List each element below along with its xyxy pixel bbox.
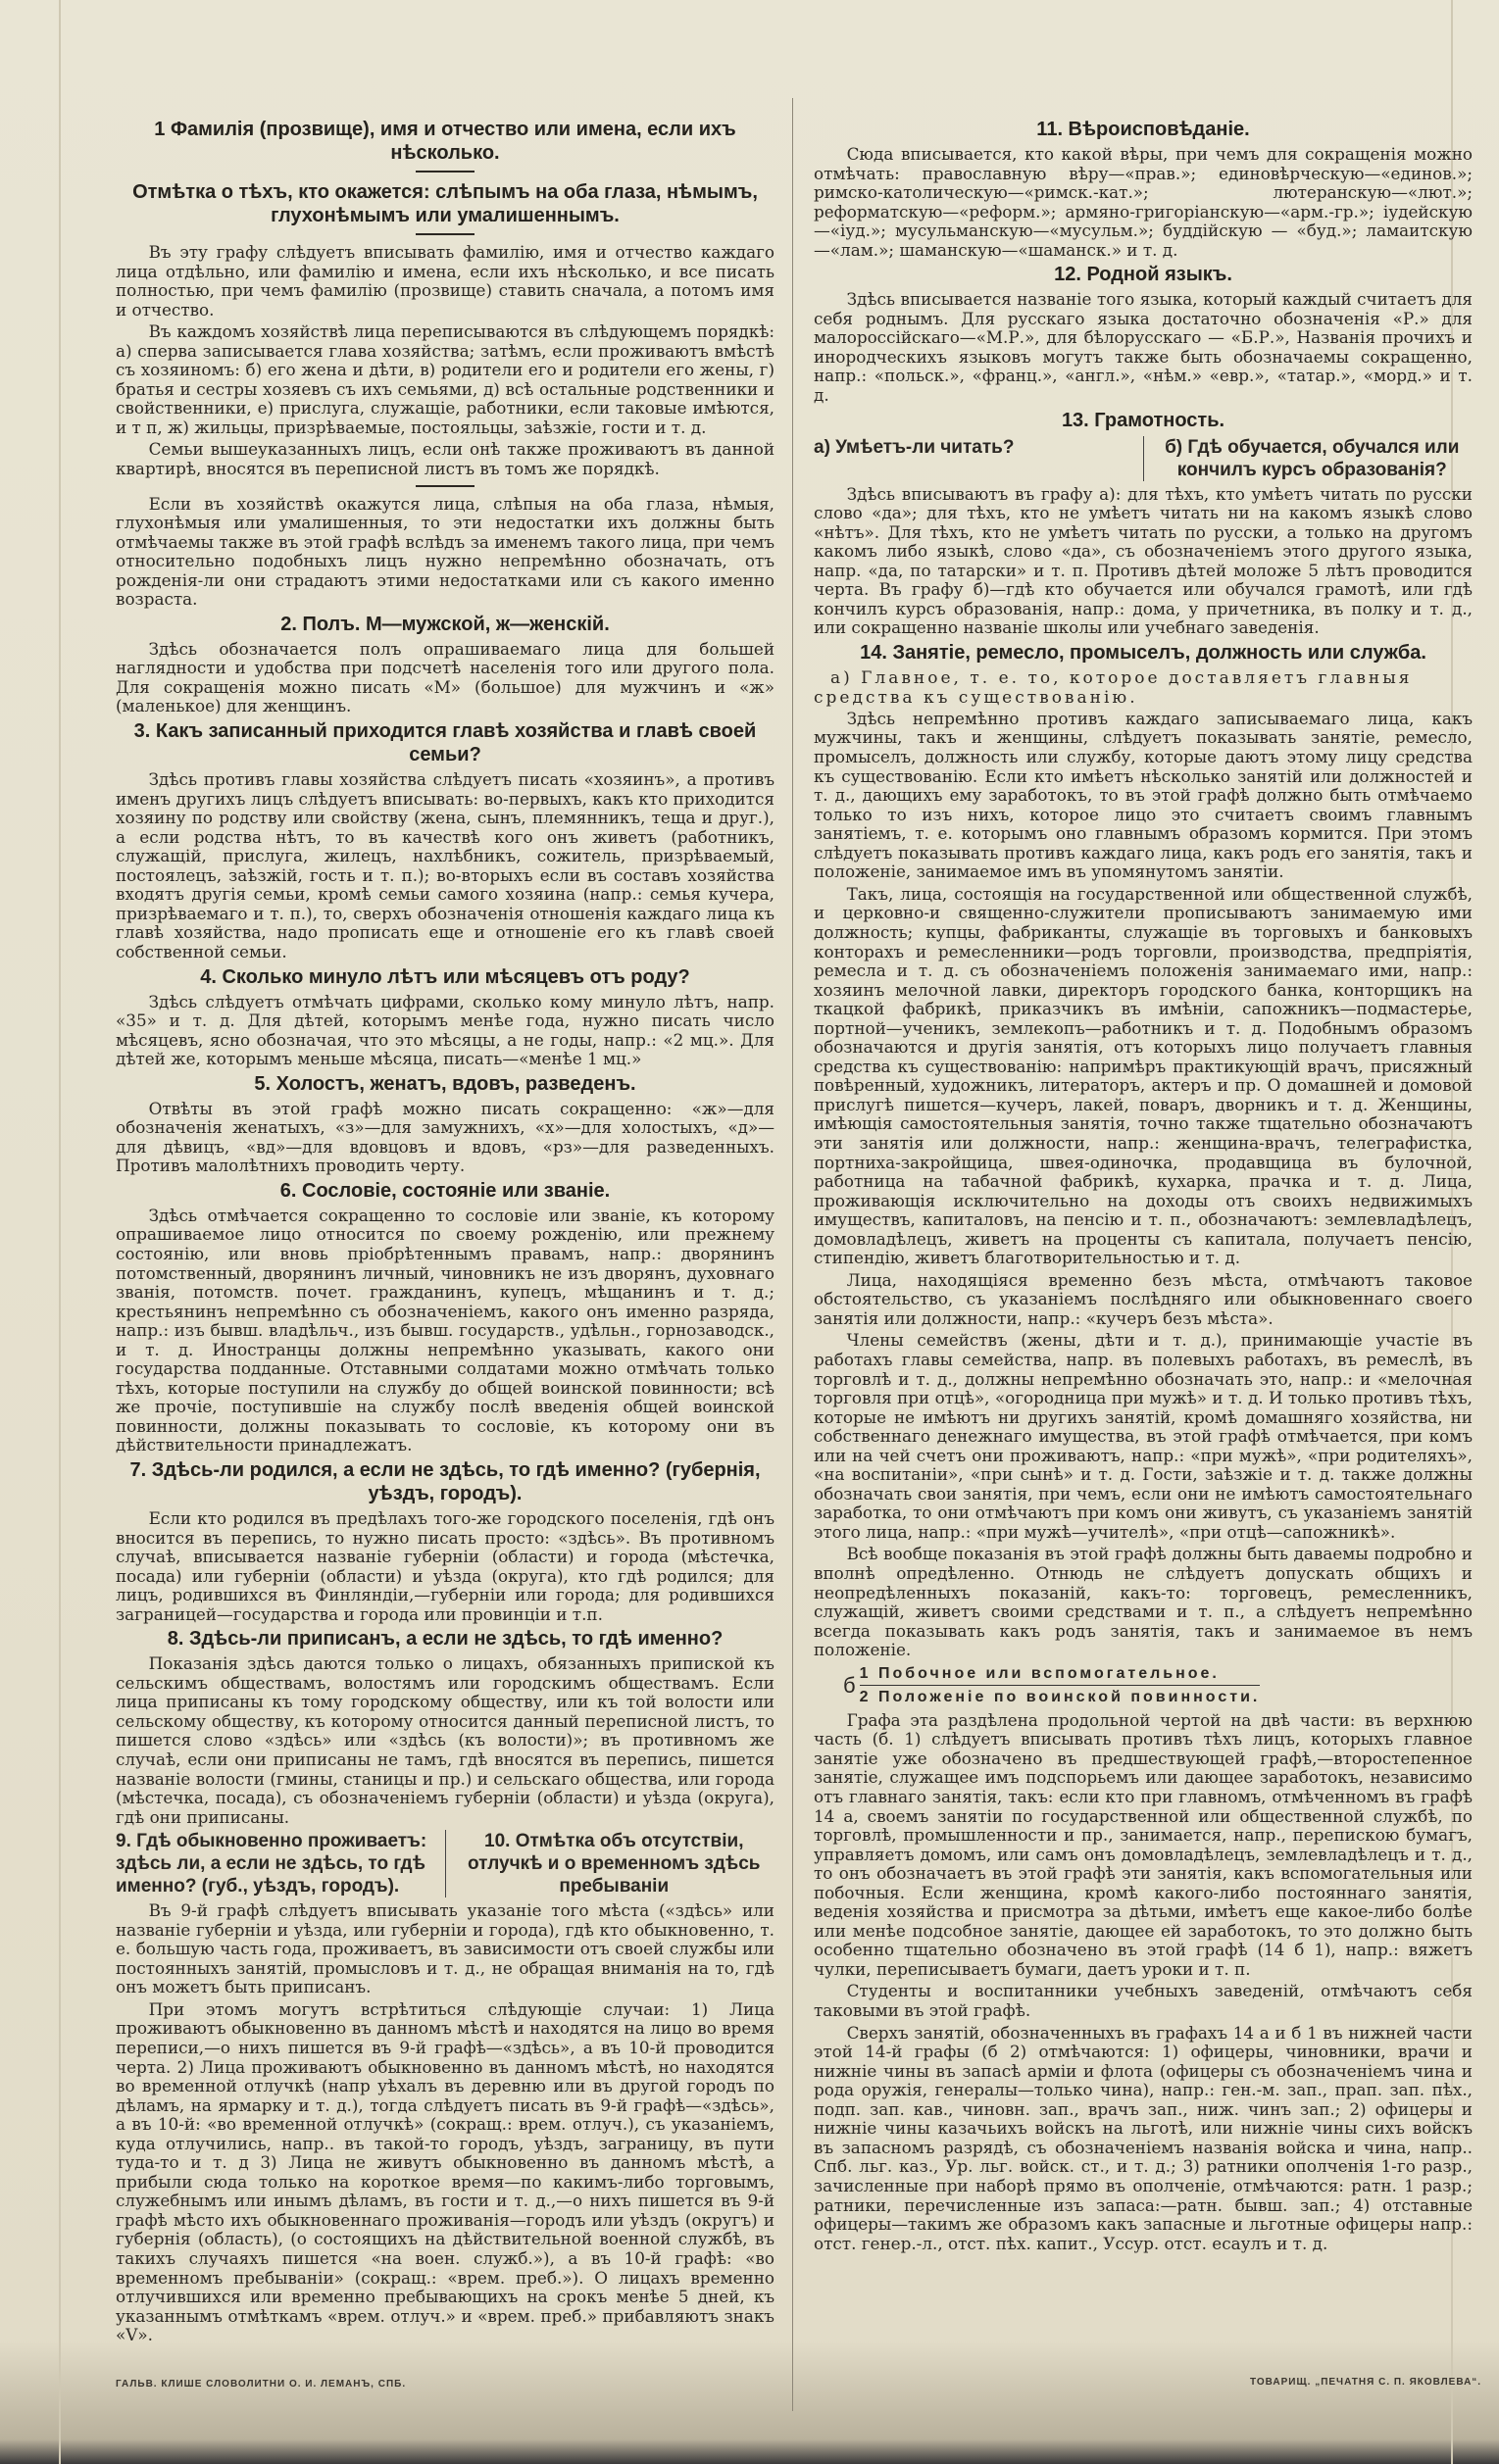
paragraph: Семьи вышеуказанныхъ лицъ, если онѣ также проживаютъ въ данной квартирѣ, вносятся въ переписной листъ въ томъ же порядкѣ.: [116, 439, 774, 479]
section-heading: 2. Полъ. М—мужской, ж—женскій.: [280, 613, 610, 635]
printer-credit-left: ГАЛЬВ. КЛИШЕ СЛОВОЛИТНИ О. И. ЛЕМАНЪ, СПБ.: [116, 2379, 407, 2390]
fraction-top: 1 Побочное или вспомогательное.: [860, 1664, 1261, 1687]
paragraph: Если въ хозяйствѣ окажутся лица, слѣпыя на оба глаза, нѣмыя, глухонѣмыя или умалишенныя, то эти недостатки ихъ должны быть отмѣчаемы также въ этой графѣ вслѣдъ за именемъ такого лица, при чемъ относительно подобныхъ лицъ нужно непремѣнно обозначать, отъ рожденія-ли они страдаютъ этими недостатками или съ какого именно возраста.: [116, 493, 774, 610]
split-heading: [116, 1830, 774, 1897]
paragraph: Здѣсь обозначается полъ опрашиваемаго лица для большей наглядности и удобства при подсчетѣ населенія того или другого пола. Для сокращенія можно писать «М» (большое) для мужчинъ и «ж» (маленькое) для женщинъ.: [116, 638, 774, 716]
paragraph: Студенты и воспитанники учебныхъ заведеній, отмѣчаютъ себя таковыми въ этой графѣ.: [814, 1981, 1473, 2021]
section-heading: 7. Здѣсь-ли родился, а если не здѣсь, то гдѣ именно? (губернія, уѣздъ, городъ).: [129, 1458, 761, 1504]
printer-credit-right: ТОВАРИЩ. „ПЕЧАТНЯ С. П. ЯКОВЛЕВА“.: [1250, 2377, 1482, 2388]
section-heading: 1 Фамилія (прозвище), имя и отчество или имена, если ихъ нѣсколько.: [154, 119, 736, 164]
split-heading-left: 9. Гдѣ обыкновенно проживаетъ: здѣсь ли, а если не здѣсь, то гдѣ именно? (губ., уѣздъ, городъ).: [116, 1830, 446, 1897]
section-heading: 5. Холостъ, женатъ, вдовъ, разведенъ.: [254, 1072, 636, 1095]
paragraph: Сверхъ занятій, обозначенныхъ въ графахъ 14 а и б 1 въ нижней части этой 14-й графы (б 2) отмѣчаются: 1) офицеры, чиновники, врачи и нижніе чины въ запасѣ арміи и флота (офицеры съ обозначеніемъ чина и рода оружія, генералы—только чина), напр.: ген.-м. зап., прап. зап. пѣх., подп. зап. кав., чиновн. зап., врачъ зап., ниж. чинъ зап.; 2) офицеры и нижніе чины казачьихъ войскъ на льготѣ, или нижніе чины сихъ войскъ въ запасномъ разрядѣ, съ обозначеніемъ названія войска и чина, напр.. Спб. льг. каз., Ур. льг. войск. ст., и т. д.; 3) ратники ополченія 1-го разр., зачисленные при наборѣ прямо въ ополченіе, отмѣчаются: ратн. 1 разр.; ратники, перечисленные изъ запаса:—ратн. бывш. зап.; 4) отставные офицеры—такимъ же образомъ какъ запасные и льготные офицеры напр.: отст. генер.-л., отст. пѣх. капит., Уссур. отст. есаулъ и т. д.: [814, 2022, 1473, 2253]
paragraph: Лица, находящіяся временно безъ мѣста, отмѣчаютъ таковое обстоятельство, съ указаніемъ послѣдняго или обыкновеннаго своего занятія или должности, напр.: «кучеръ безъ мѣста».: [814, 1269, 1473, 1328]
paragraph: Здѣсь отмѣчается сокращенно то сословіе или званіе, къ которому опрашиваемое лицо относится по своему рожденію, или прежнему состоянію, или вновь пріобрѣтеннымъ правамъ, напр.: дворянинъ потомственный, дворянинъ личный, чиновникъ не изъ дворянъ, духовнаго званія, потомств. почет. гражданинъ, купецъ, мѣщанинъ и т. д.; крестьянинъ непремѣнно съ обозначеніемъ, какого онъ именно разряда, напр.: изъ бывш. владѣльч., изъ бывш. государств., удѣльн., горнозаводск., и т. д. Иностранцы должны непремѣнно указывать, какого они государства подданные. Отставными солдатами можно отмѣчать только тѣхъ, которые поступили на службу до общей воинской повинности; всѣ же прочіе, поступившіе на службу послѣ введенія общей воинской повинности, должны показывать то сословіе, къ которому они въ дѣйствительности принадлежатъ.: [116, 1205, 774, 1455]
paragraph: Сюда вписывается, кто какой вѣры, при чемъ для сокращенія можно отмѣчать: православную вѣру—«прав.»; единовѣрческую—«единов.»; римско-католическую—«римск.-кат.»; лютеранскую—«лют.»; реформатскую—«реформ.»; армяно-григоріанскую—«арм.-гр.»; іудейскую—«іуд.»; мусульманскую—«мусульм.»; буддійскую — «буд.»; ламаитскую—«лам.»; шаманскую—«шаманск.» и т. д.: [814, 144, 1473, 260]
split-heading: [814, 436, 1473, 481]
column-divider: [792, 98, 793, 2411]
paragraph: Здѣсь вписывается названіе того языка, который каждый считаетъ для себя роднымъ. Для русскаго языка достаточно обозначенія «Р.» для малороссійскаго—«М.Р.», для бѣлорусскаго — «Б.Р.», Названія прочихъ и инородческихъ языковъ могутъ также быть обозначаемы сокращенно, напр.: «польск.», «франц.», «англ.», «нѣм.» «евр.», «татар.», «морд.» и т. д.: [814, 289, 1473, 406]
section-heading: 4. Сколько минуло лѣтъ или мѣсяцевъ отъ роду?: [200, 965, 690, 988]
section-heading: 14. Занятіе, ремесло, промыселъ, должность или служба.: [860, 641, 1426, 664]
fraction-stack: [860, 1664, 1261, 1707]
split-heading-right: 10. Отмѣтка объ отсутствіи, отлучкѣ и о временномъ здѣсь пребываніи: [468, 1831, 761, 1897]
split-heading-right: б) Гдѣ обучается, обучался или кончилъ курсъ образованія?: [1165, 436, 1460, 480]
section-heading: 11. Вѣроисповѣданіе.: [1036, 119, 1250, 140]
section-heading: 6. Сословіе, состояніе или званіе.: [279, 1179, 611, 1202]
section-heading: Отмѣтка о тѣхъ, кто окажется: слѣпымъ на оба глаза, нѣмымъ, глухонѣмымъ или умалишеннымъ.: [132, 181, 758, 226]
section-heading: 12. Родной языкъ.: [1054, 264, 1232, 286]
paragraph: Здѣсь непремѣнно противъ каждаго записываемаго лица, какъ мужчины, такъ и женщины, слѣдуетъ показывать занятіе, ремесло, промыселъ, должность или службу, которые даютъ этому лицу средства къ существованію. Если кто имѣетъ нѣсколько занятій или должностей и т. д., дающихъ ему заработокъ, то въ этой графѣ должно быть отмѣчаемо только то изъ нихъ, которое лицо это считаетъ своимъ главнымъ занятіемъ, т. е. которымъ оно главнымъ образомъ кормится. При этомъ слѣдуетъ показывать противъ каждаго лица, какъ родъ его занятія, такъ и положеніе, занимаемое имъ въ упомянутомъ занятіи.: [814, 708, 1473, 882]
fraction-label: б: [843, 1673, 856, 1698]
paper-fold-line: [59, 0, 61, 2464]
paragraph: Здѣсь противъ главы хозяйства слѣдуетъ писать «хозяинъ», а противъ именъ другихъ лицъ слѣдуетъ вписывать: во-первыхъ, какъ кто приходится хозяину по родству или свойству (жена, сынъ, племянникъ, теща и друг.), а если родства нѣтъ, то въ качествѣ кого онъ живетъ (работникъ, служащій, прислуга, жилецъ, нахлѣбникъ, сожитель, призрѣваемый, постоялецъ, заѣзжій, гость и т. п.); во-вторыхъ если въ составъ хозяйства входятъ другія семьи, кромѣ семьи самого хозяина (напр.: семья кучера, призрѣваемаго и т. п.), то, сверхъ обозначенія отношенія каждаго лица къ главѣ хозяйства, надо прописать еще и отношеніе его къ главѣ своей собственной семьи.: [116, 769, 774, 961]
left-column: [116, 116, 774, 2348]
paragraph: Показанія здѣсь даются только о лицахъ, обязанныхъ припиской къ сельскимъ обществамъ, волостямъ или городскимъ обществамъ. Если лица приписаны къ тому городскому обществу, или къ той волости или сельскому обществу, къ которому относится данный переписной листъ, то пишется слово «здѣсь» или «здѣсь (къ волости)»; въ противномъ же случаѣ, если они приписаны не тамъ, гдѣ вносятся въ перепись, пишется названіе волости (гмины, станицы и пр.) и сельскаго общества, или города (мѣстечка, посада), съ обозначеніемъ губерніи (области) и уѣзда (округа), гдѣ они приписаны.: [116, 1653, 774, 1827]
fraction-bottom: 2 Положеніе по воинской повинности.: [859, 1689, 1261, 1706]
section-heading: 8. Здѣсь-ли приписанъ, а если не здѣсь, то гдѣ именно?: [167, 1628, 724, 1651]
right-column: [814, 116, 1473, 2256]
split-heading-left: а) Умѣетъ-ли читать?: [814, 436, 1144, 481]
fraction-heading: [843, 1664, 1473, 1707]
paragraph: Такъ, лица, состоящія на государственной или общественной службѣ, и церковно-и священно-служители прописываютъ занимаемую ими должность; купцы, фабриканты, служащіе въ торговыхъ и банковыхъ конторахъ и ремесленники—родъ торговли, производства, предпріятія, ремесла и т. д. съ обозначеніемъ положенія занимаемаго ими, напр.: хозяинъ мелочной лавки, директоръ городского банка, конторщикъ на ткацкой фабрикѣ, приказчикъ въ имѣніи, сапожникъ—подмастерье, портной—ученикъ, землекопъ—работникъ и т. д. Подобнымъ образомъ обозначаются и другія занятія, отъ которыхъ лицо получаетъ главныя средства къ существованію: напримѣръ практикующій врачъ, присяжный повѣренный, художникъ, литераторъ, актеръ и пр. О домашней и домовой прислугѣ пишется—кучеръ, лакей, поваръ, дворникъ и т. д. Женщины, имѣющія самостоятельныя занятія, точно также тщательно обозначаютъ эти занятія или должности, напр.: женщина-врачъ, телеграфистка, портниха-закройщица, швея-одиночка, продавщица въ булочной, работница на табачной фабрикѣ, кухарка, прачка и т. д. Лица, проживающія исключительно на доходы отъ своихъ недвижимыхъ имуществъ, капиталовъ, на пенсію и т. п., обозначаютъ: землевладѣлецъ, домовладѣлецъ, живетъ на проценты съ капитала, получаетъ пенсію, стипендію, живетъ благотворительностью и т. д.: [814, 883, 1473, 1268]
paragraph: Отвѣты въ этой графѣ можно писать сокращенно: «ж»—для обозначенія женатыхъ, «з»—для замужнихъ, «х»—для холостыхъ, «д»—для дѣвицъ, «вд»—для вдовцовъ и вдовъ, «рз»—для разведенныхъ. Противъ малолѣтнихъ проводить черту.: [116, 1098, 774, 1176]
paragraph: Если кто родился въ предѣлахъ того-же городского поселенія, гдѣ онъ вносится въ перепись, то нужно писать просто: «здѣсь». Въ противномъ случаѣ, вписывается названіе губерніи (области) и города (мѣстечка, посада) или губерніи (области) и уѣзда (округа), кто гдѣ родился; для лицъ, родившихся въ Финляндіи,—губерніи или города; для родившихся заграницей—государства и города или провинціи и т.п.: [116, 1507, 774, 1624]
section-heading: 13. Грамотность.: [1061, 409, 1225, 431]
paragraph: Въ 9-й графѣ слѣдуетъ вписывать указаніе того мѣста («здѣсь» или названіе губерніи и уѣзда, или губерніи и города), гдѣ кто обыкновенно, т. е. большую часть года, проживаетъ, въ зависимости отъ своей службы или постоянныхъ занятій, промысловъ и т. д., не обращая вниманія на то, гдѣ онъ можетъ быть приписанъ.: [116, 1900, 774, 1997]
paragraph: Всѣ вообще показанія въ этой графѣ должны быть даваемы подробно и вполнѣ опредѣленно. Отнюдь не слѣдуетъ допускать общихъ и неопредѣленныхъ показаній, какъ-то: торговецъ, ремесленникъ, служащій, живетъ своими средствами и т. п., а слѣдуетъ непремѣнно всегда показывать какъ родъ занятія, такъ и занимаемое въ немъ положеніе.: [814, 1544, 1473, 1660]
paragraph: Здѣсь вписываютъ въ графу а): для тѣхъ, кто умѣетъ читать по русски слово «да»; для тѣхъ, кто не умѣетъ читать ни на какомъ языкѣ слово «нѣтъ». Для тѣхъ, кто не умѣетъ читать по русски, а только на другомъ какомъ либо языкѣ, слово «да», съ обозначеніемъ этого другого языка, напр. «да, по татарски» и т. п. Противъ дѣтей моложе 5 лѣтъ проводится черта. Въ графу б)—гдѣ кто обучается или обучался грамотѣ, или гдѣ кончилъ курсъ образованія, напр.: дома, у причетника, въ полку и т. д., или сокращенно названіе школы или учебнаго заведенія.: [814, 483, 1473, 638]
separator-rule: [416, 233, 475, 235]
paragraph: Члены семействъ (жены, дѣти и т. д.), принимающіе участіе въ работахъ главы семейства, напр. въ полевыхъ работахъ, въ ремеслѣ, въ торговлѣ и т. д., должны непремѣнно обозначать это, напр.: и «мелочная торговля при отцѣ», «огородница при мужѣ» и т. д. И только противъ тѣхъ, которые не имѣютъ ни другихъ занятій, кромѣ домашняго хозяйства, ни собственнаго денежнаго имущества, въ этой графѣ отмѣчается, при комъ или на чей счетъ они проживаютъ, напр.: «при мужѣ», «при родителяхъ», «на воспитаніи», «при сынѣ» и т. д. Гости, заѣзжіе и т. д. также должны обозначать свои занятія, при чемъ, если они не имѣютъ самостоятельнаго заработка, то они отмѣчаютъ при комъ они живутъ, съ указаніемъ занятій этого лица, напр.: «при мужѣ—учителѣ», «при отцѣ—сапожникѣ».: [814, 1330, 1473, 1542]
paragraph: Графа эта раздѣлена продольной чертой на двѣ части: въ верхнюю часть (б. 1) слѣдуетъ вписывать противъ тѣхъ лицъ, которыхъ главное занятіе уже обозначено въ предшествующей графѣ,—второстепенное занятіе, служащее имъ подспорьемъ или дающее заработокъ, независимо отъ главнаго занятія, такъ: если кто при главномъ, отмѣченномъ въ графѣ 14 а, своемъ занятіи по государственной или общественной службѣ, по торговлѣ, промышленности и пр., занимается, напр., перепискою бумагъ, управляетъ домомъ, или самъ онъ домовладѣлецъ, землевладѣлецъ и т. д., то онъ обозначаетъ въ этой графѣ эти занятія, какъ вспомогательныя или побочныя. Если женщина, кромѣ какого-либо постояннаго занятія, веденія хозяйства и присмотра за дѣтьми, имѣетъ еще какое-либо болѣе или менѣе подсобное занятіе, дающее ей заработокъ, то это должно быть особенно тщательно обозначено въ этой графѣ (14 б 1), напр.: вяжетъ чулки, переписываетъ бумаги, даетъ уроки и т. п.: [814, 1709, 1473, 1979]
paragraph: Въ эту графу слѣдуетъ вписывать фамилію, имя и отчество каждаго лица отдѣльно, или фамилію и имена, если ихъ нѣсколько, и все писать полностью, при чемъ фамилію (прозвище) ставить сначала, а потомъ имя и отчество.: [116, 242, 774, 320]
separator-rule: [416, 485, 475, 487]
paragraph: Въ каждомъ хозяйствѣ лица переписываются въ слѣдующемъ порядкѣ: а) сперва записывается глава хозяйства; затѣмъ, если проживаютъ вмѣстѣ съ хозяиномъ: б) его жена и дѣти, в) родители его и родители его жены, г) братья и сестры хозяевъ съ ихъ семьями, д) всѣ остальные родственники и свойственники, е) прислуга, служащіе, работники, если таковые имѣются, и т п, ж) жильцы, призрѣваемые, постояльцы, заѣзжіе, гости и т. д.: [116, 321, 774, 437]
subheading: а) Главное, т. е. то, которое доставляетъ главныя средства къ существованію.: [814, 667, 1413, 708]
section-heading: 3. Какъ записанный приходится главѣ хозяйства и главѣ своей семьи?: [133, 720, 757, 766]
separator-rule: [416, 171, 475, 172]
paragraph: Здѣсь слѣдуетъ отмѣчать цифрами, сколько кому минуло лѣтъ, напр. «35» и т. д. Для дѣтей, которымъ менѣе года, нужно писать число мѣсяцевъ, ясно обозначая, что это мѣсяцы, а не годы, напр.: «2 мц.». Для дѣтей же, которымъ меньше мѣсяца, писать—«менѣе 1 мц.»: [116, 991, 774, 1069]
paragraph: При этомъ могутъ встрѣтиться слѣдующіе случаи: 1) Лица проживаютъ обыкновенно въ данномъ мѣстѣ и находятся на лицо во время переписи,—о нихъ пишется въ 9-й графѣ—«здѣсь», а въ 10-й проводится черта. 2) Лица проживаютъ обыкновенно въ данномъ мѣстѣ, но находятся во временной отлучкѣ (напр уѣхалъ въ деревню или въ другой городъ по дѣламъ, на ярмарку и т. д.), тогда слѣдуетъ писать въ 9-й графѣ—«здѣсь», а въ 10-й: «во временной отлучкѣ» (сокращ.: врем. отлуч.), съ указаніемъ, куда отлучились, напр.. въ такой-то городъ, уѣздъ, заграницу, въ пути туда-то и т. д 3) Лица не живутъ обыкновенно въ данномъ мѣстѣ, а прибыли сюда только на короткое время—по какимъ-либо торговымъ, служебнымъ или инымъ дѣламъ, въ гости и т. д.,—о нихъ пишется въ 9-й графѣ мѣсто ихъ обыкновеннаго проживанія—городъ или уѣздъ (округъ) и губернія (область), (о состоящихъ на дѣйствительной военной службѣ, въ такихъ случаяхъ пишется «на воен. служб.»), а въ 10-й графѣ: «во временномъ пребываніи» (сокращ.: «врем. преб.»). О лицахъ временно отлучившихся или временно пребывающихъ на срокъ менѣе 5 дней, къ указаннымъ отмѣткамъ «врем. отлуч.» и «врем. преб.» прибавляютъ знакъ «V».: [116, 1998, 774, 2345]
